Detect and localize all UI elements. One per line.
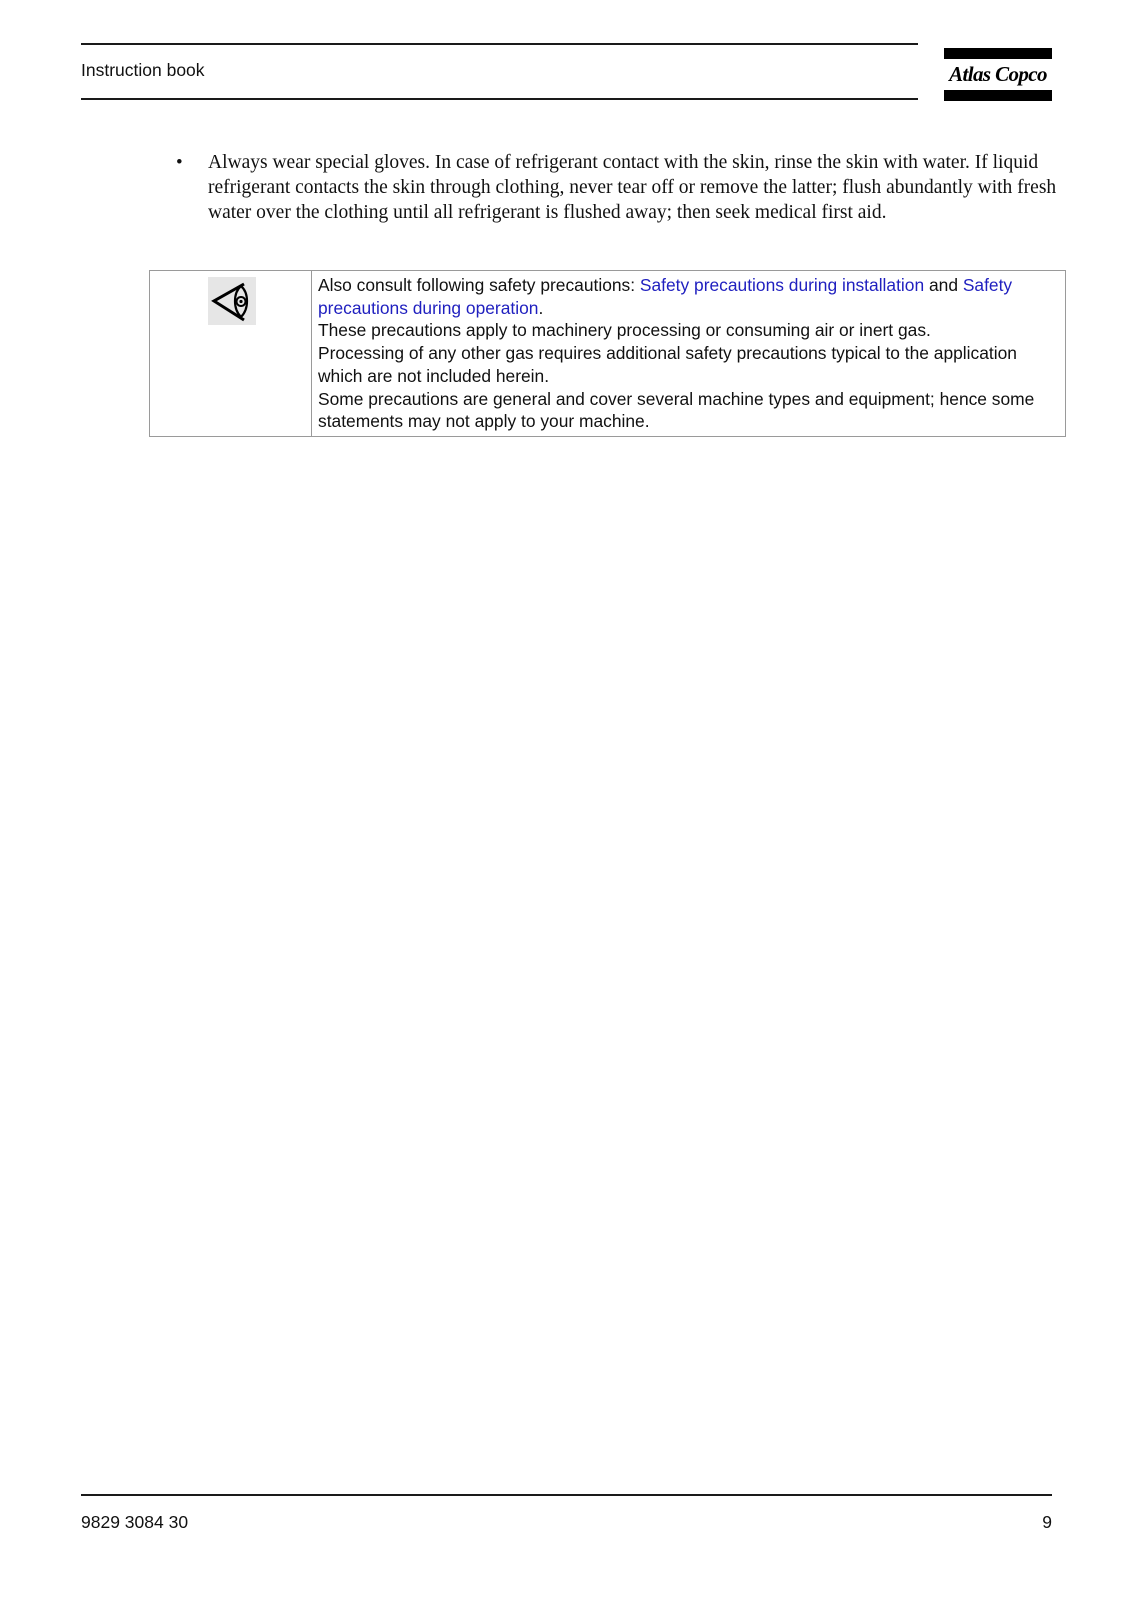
link-safety-installation[interactable]: Safety precautions during installation <box>639 275 925 295</box>
footer-doc-number: 9829 3084 30 <box>81 1512 189 1532</box>
note-intro-paragraph <box>318 274 1058 319</box>
header-title: Instruction book <box>81 60 205 80</box>
note-and-text: and <box>924 275 963 295</box>
atlas-copco-logo <box>944 48 1052 101</box>
note-icon-cell <box>150 271 312 436</box>
logo-text: Atlas Copco <box>949 62 1047 86</box>
header-top-rule <box>81 43 918 45</box>
header-bottom-rule <box>81 98 918 100</box>
note-period: . <box>538 297 544 318</box>
note-line-air-gas: These precautions apply to machinery processing or consuming air or inert gas. <box>318 320 931 341</box>
note-line-other-gas: Processing of any other gas requires additional safety precautions typical to the application which are not included herein. <box>318 343 1017 386</box>
footer-rule <box>81 1494 1052 1496</box>
bullet-icon: • <box>176 152 183 173</box>
eye-icon <box>208 277 256 325</box>
logo-top-bar <box>944 48 1052 59</box>
note-intro-text: Also consult following safety precautions: <box>318 275 640 295</box>
safety-note-table <box>149 270 1066 437</box>
link-safety-operation[interactable]: Safety precautions during operation <box>318 275 1013 318</box>
bullet-text: Always wear special gloves. In case of refrigerant contact with the skin, rinse the skin with water. If liquid refrigerant contacts the skin through clothing, never tear off or remove the latter; flush abundantly with fresh water over the clothing until all refrigerant is flushed away; then seek medical first aid. <box>208 152 1057 223</box>
note-text-cell <box>318 274 1058 433</box>
footer-page-number: 9 <box>1042 1512 1052 1532</box>
note-line-general: Some precautions are general and cover several machine types and equipment; hence some statements may not apply to your machine. <box>318 388 1035 432</box>
logo-bottom-bar <box>944 90 1052 101</box>
